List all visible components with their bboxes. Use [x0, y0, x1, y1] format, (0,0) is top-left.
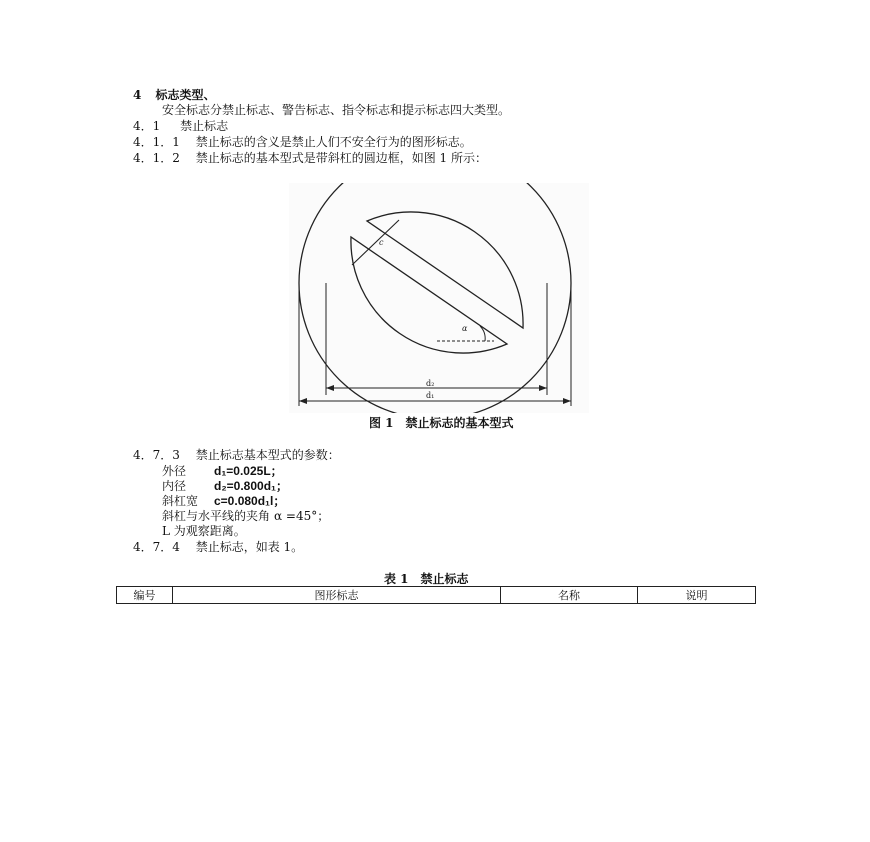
section-4-7-3-number: 4．7．3: [133, 448, 180, 462]
section-4-7-4-number: 4．7．4: [133, 540, 180, 554]
section-4-number: 4: [133, 88, 142, 102]
section-4-1-2: [133, 150, 487, 166]
prohibition-signs-table: [116, 586, 756, 604]
param-outer-diameter: [162, 463, 283, 479]
section-4-title: 标志类型、: [155, 88, 216, 102]
param-formula: α =45°；: [274, 509, 330, 523]
section-4-1: [133, 118, 228, 134]
inner-diameter-label: d₂: [426, 379, 435, 388]
param-name: 斜杠宽: [162, 494, 199, 508]
outer-diameter-label: d₁: [426, 391, 435, 400]
section-4-1-number: 4．1: [133, 119, 161, 133]
section-4-1-1-text: 禁止标志的含义是禁止人们不安全行为的图形标志。: [195, 135, 472, 149]
header-number: 编号: [117, 587, 173, 604]
section-4-7-4-text: 禁止标志，如表 1。: [195, 540, 304, 554]
section-4-1-2-number: 4．1．2: [133, 151, 180, 165]
section-4-1-1: [133, 134, 472, 150]
param-bar-width: [162, 493, 285, 509]
prohibition-sign-figure: [289, 183, 589, 413]
param-name: 斜杠与水平线的夹角: [162, 509, 271, 523]
param-viewing-distance: L 为观察距离。: [162, 524, 246, 538]
param-name: 外径: [162, 464, 187, 478]
section-4-1-2-text: 禁止标志的基本型式是带斜杠的圆边框，如图 1 所示：: [195, 151, 488, 165]
section-4-1-1-number: 4．1．1: [133, 135, 180, 149]
section-4-7-3: [133, 447, 340, 463]
param-inner-diameter: [162, 478, 288, 494]
section-4-7-3-text: 禁止标志基本型式的参数：: [195, 448, 340, 462]
section-4-intro: 安全标志分禁止标志、警告标志、指令标志和提示标志四大类型。: [162, 103, 511, 117]
table-header-row: [117, 587, 756, 604]
bar-width-label: c: [379, 238, 384, 247]
section-4-1-title: 禁止标志: [180, 119, 229, 133]
angle-label: α: [462, 324, 468, 333]
table-caption: 表 1 禁止标志: [384, 572, 469, 586]
figure-caption: 图 1 禁止标志的基本型式: [369, 416, 514, 430]
header-description: 说明: [638, 587, 756, 604]
param-formula: c=0.080d₁l；: [214, 494, 286, 508]
header-graphic-sign: 图形标志: [173, 587, 501, 604]
section-4-7-4: [133, 539, 303, 555]
param-formula: d₂=0.800d₁；: [214, 479, 288, 493]
header-name: 名称: [501, 587, 638, 604]
param-bar-angle: [162, 508, 329, 524]
section-4-heading: [133, 87, 216, 103]
param-formula: d₁=0.025L；: [214, 464, 283, 478]
param-name: 内径: [162, 479, 187, 493]
